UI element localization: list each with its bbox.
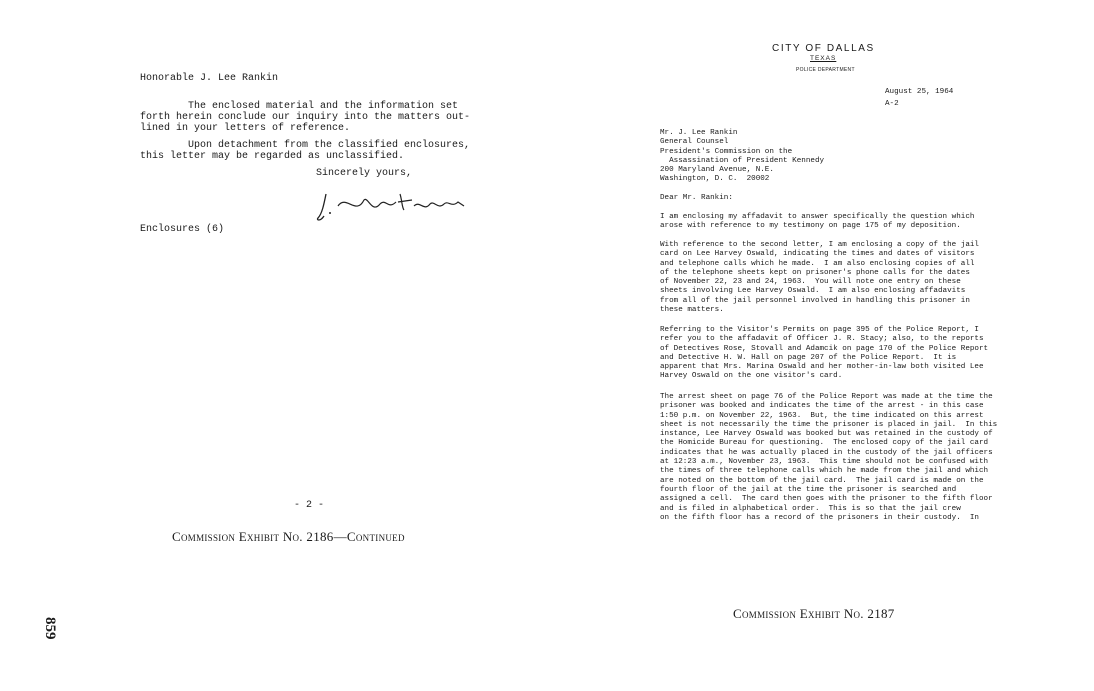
text-line: assigned a cell. The card then goes with the prisoner to the fifth floor bbox=[660, 495, 993, 504]
text-line: sheet is not necessarily the time the prisoner is placed in jail. In this bbox=[660, 420, 998, 429]
address-line: Washington, D. C. 20002 bbox=[660, 175, 770, 184]
text-line: card on Lee Harvey Oswald, indicating the times and dates of visitors bbox=[660, 250, 975, 259]
text-line: Harvey Oswald on the one visitor's card. bbox=[660, 372, 843, 381]
text-line: prisoner was booked and indicates the time of the arrest - in this case bbox=[660, 402, 984, 411]
text-line: these matters. bbox=[660, 306, 724, 315]
text-line: With reference to the second letter, I am enclosing a copy of the jail bbox=[660, 241, 979, 249]
left-caption bbox=[172, 529, 405, 545]
text-line: from all of the jail personnel involved in handling this prisoner in bbox=[660, 296, 970, 305]
text-line: lined in your letters of reference. bbox=[140, 123, 351, 134]
text-line: Upon detachment from the classified enclosures, bbox=[140, 140, 471, 151]
right-paragraph-1 bbox=[660, 213, 974, 232]
address-line: General Counsel bbox=[660, 138, 729, 147]
greeting: Dear Mr. Rankin: bbox=[660, 194, 733, 202]
text-line: instance, Lee Harvey Oswald was booked but was retained in the custody of bbox=[660, 430, 993, 439]
letterhead-state: TEXAS bbox=[810, 55, 837, 62]
text-line: and Detective H. W. Hall on page 207 of the Police Report. It is bbox=[660, 353, 957, 362]
text-line: 1:50 p.m. on November 22, 1963. But, the time indicated on this arrest bbox=[660, 411, 984, 420]
right-caption bbox=[733, 606, 895, 622]
left-paragraph-1 bbox=[140, 101, 470, 134]
text-line: Referring to the Visitor's Permits on page 395 of the Police Report, I bbox=[660, 326, 979, 334]
left-paragraph-2 bbox=[140, 140, 470, 162]
text-line: I am enclosing my affadavit to answer specifically the question which bbox=[660, 213, 975, 221]
right-paragraph-3 bbox=[660, 326, 988, 382]
text-line: this letter may be regarded as unclassified. bbox=[140, 151, 405, 162]
caption-text: Commission Exhibit No. 2187 bbox=[733, 606, 895, 621]
text-line: the Homicide Bureau for questioning. The enclosed copy of the jail card bbox=[660, 439, 989, 448]
text-line: at 12:23 a.m., November 23, 1963. This time should not be confused with bbox=[660, 458, 989, 467]
letter-date: August 25, 1964 bbox=[885, 88, 954, 96]
text-line: the times of three telephone calls which he made from the jail and which bbox=[660, 467, 989, 476]
letterhead-dept: POLICE DEPARTMENT bbox=[796, 67, 855, 73]
text-line: The enclosed material and the information set bbox=[140, 101, 459, 112]
recipient-address bbox=[660, 129, 824, 185]
text-line: forth herein conclude our inquiry into the matters out- bbox=[140, 112, 471, 123]
address-line: President's Commission on the bbox=[660, 147, 793, 156]
text-line: fourth floor of the jail at the time the prisoner is searched and bbox=[660, 485, 957, 494]
letter-ref: A-2 bbox=[885, 100, 899, 108]
text-line: of Detectives Rose, Stovall and Adamcik on page 170 of the Police Report bbox=[660, 344, 989, 353]
text-line: and is filed in alphabetical order. This is so that the jail crew bbox=[660, 504, 961, 513]
text-line: of the telephone sheets kept on prisoner's phone calls for the dates bbox=[660, 268, 970, 277]
enclosures-note: Enclosures (6) bbox=[140, 224, 225, 235]
page-number: 859 bbox=[42, 617, 58, 640]
caption-text: Commission Exhibit No. 2186—Continued bbox=[172, 529, 405, 544]
page-marker: - 2 - bbox=[294, 500, 325, 511]
address-line: Assassination of President Kennedy bbox=[660, 156, 825, 165]
text-line: indicates that he was actually placed in the custody of the jail officers bbox=[660, 448, 993, 457]
signature-image bbox=[316, 186, 476, 226]
text-line: of November 22, 23 and 24, 1963. You will note one entry on these bbox=[660, 278, 961, 287]
text-line: The arrest sheet on page 76 of the Police Report was made at the time the bbox=[660, 393, 993, 401]
address-line: Mr. J. Lee Rankin bbox=[660, 129, 738, 137]
salutation: Honorable J. Lee Rankin bbox=[140, 73, 279, 84]
right-paragraph-2 bbox=[660, 241, 979, 315]
letterhead-city: CITY OF DALLAS bbox=[772, 43, 875, 54]
address-line: 200 Maryland Avenue, N.E. bbox=[660, 166, 774, 175]
text-line: and telephone calls which he made. I am also enclosing copies of all bbox=[660, 259, 975, 268]
text-line: apparent that Mrs. Marina Oswald and her mother-in-law both visited Lee bbox=[660, 363, 984, 372]
text-line: sheets involving Lee Harvey Oswald. I am also enclosing affadavits bbox=[660, 287, 966, 296]
text-line: arose with reference to my testimony on page 175 of my deposition. bbox=[660, 222, 961, 231]
text-line: on the fifth floor has a record of the prisoners in their custody. In bbox=[660, 513, 979, 522]
right-paragraph-4 bbox=[660, 393, 997, 523]
text-line: are noted on the bottom of the jail card. The jail card is made on the bbox=[660, 476, 984, 485]
text-line: refer you to the affadavit of Officer J. R. Stacy; also, to the reports bbox=[660, 335, 984, 344]
closing: Sincerely yours, bbox=[316, 168, 413, 179]
